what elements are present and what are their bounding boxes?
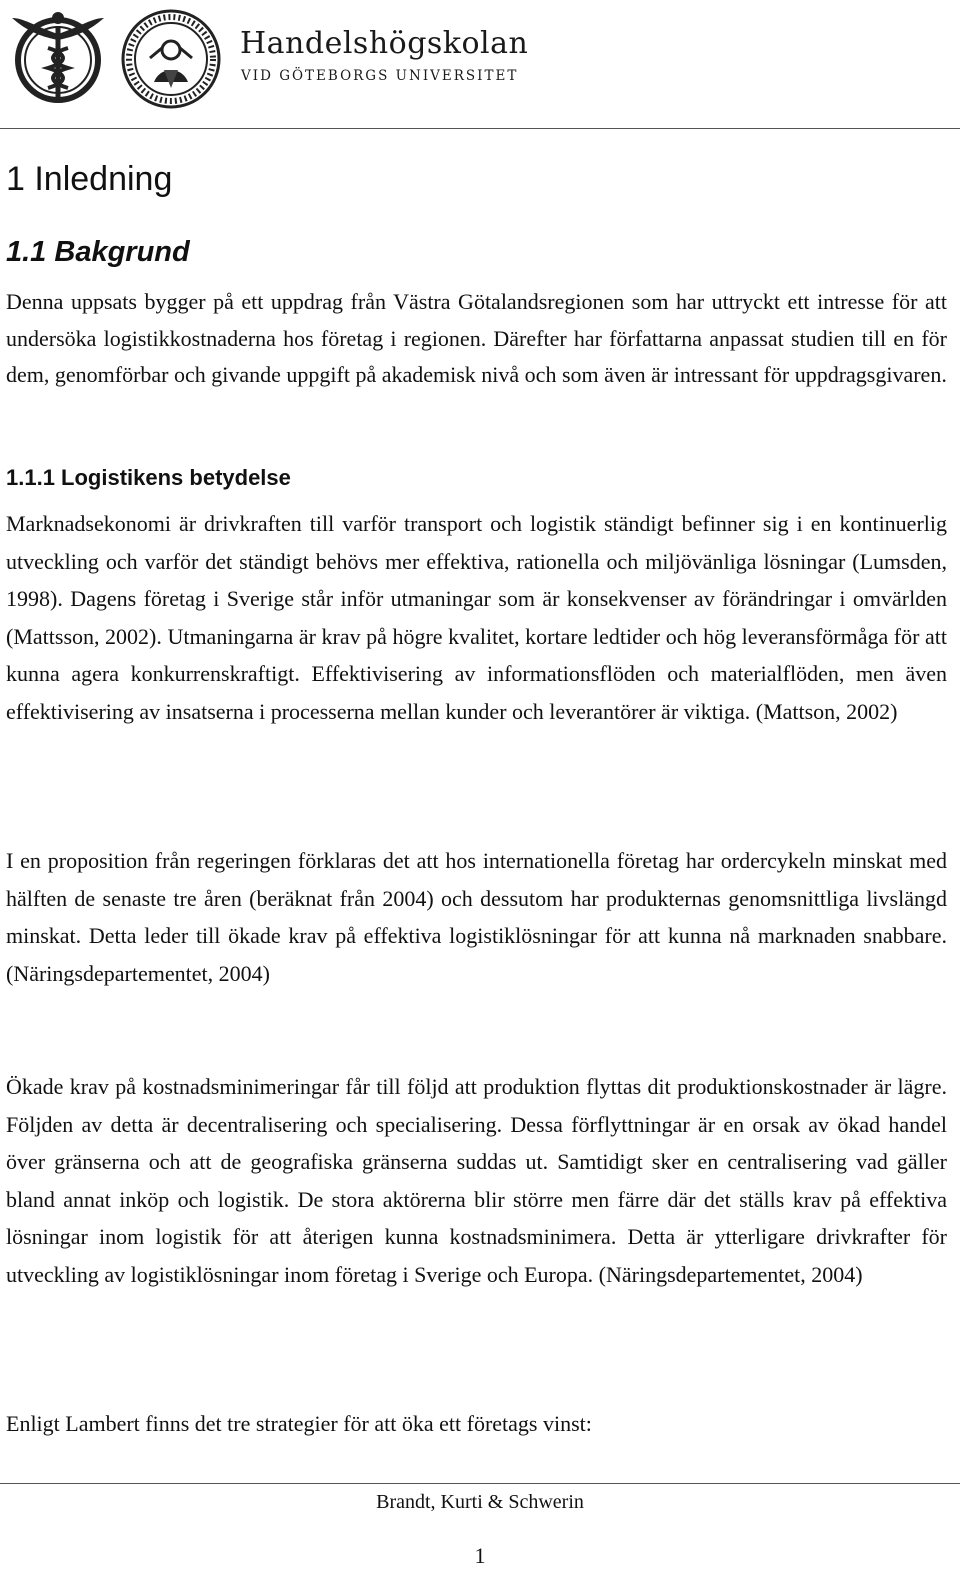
- page-header: [0, 0, 960, 132]
- paragraph-lambert-strategies: Enligt Lambert finns det tre strategier för att öka ett företags vinst:: [6, 1411, 592, 1436]
- caduceus-emblem-icon: [4, 4, 112, 112]
- subsection-heading: 1.1.1 Logistikens betydelse: [6, 465, 291, 490]
- paragraph-government-proposition: I en proposition från regeringen förklaras det att hos internationella företag har ordercykeln minskat med hälften de senaste tre åren (beräknat från 2004) och dessutom har produkternas genomsnittliga livslängd minskat. Detta leder till ökade krav på effektiva logistiklösningar för att kunna nå marknaden snabbare. (Näringsdepartementet, 2004): [6, 848, 947, 986]
- institution-name: Handelshögskolan: [240, 26, 529, 61]
- chapter-heading: 1 Inledning: [6, 160, 173, 198]
- university-seal-icon: [120, 8, 222, 110]
- institution-subtitle: VID GÖTEBORGS UNIVERSITET: [241, 68, 519, 84]
- page-number: 1: [474, 1543, 486, 1568]
- paragraph-logistics-importance: Marknadsekonomi är drivkraften till varför transport och logistik ständigt befinner sig i en kontinuerlig utveckling och varför det ständigt behövs mer effektiva, rationella och miljövänliga lösningar (Lumsden, 1998). Dagens företag i Sverige står inför utmaningar som är konsekvenser av förändringar i omvärlden (Mattsson, 2002). Utmaningarna är krav på högre kvalitet, kortare ledtider och hög leveransförmåga för att kunna agera konkurrenskraftigt. Effektivisering av informationsflöden och materialflöden, men även effektivisering av insatserna i processerna mellan kunder och leverantörer är viktiga. (Mattson, 2002): [6, 511, 947, 724]
- paragraph-background: Denna uppsats bygger på ett uppdrag från Västra Götalandsregionen som har uttryckt ett intresse för att undersöka logistikkostnaderna hos företag i regionen. Därefter har författarna anpassat studien till en för dem, genomförbar och givande uppgift på akademisk nivå och som även är intressant för uppdragsgivaren.: [6, 289, 947, 387]
- footer-authors: Brandt, Kurti & Schwerin: [376, 1491, 584, 1513]
- header-divider: [0, 128, 960, 129]
- paragraph-cost-minimization: Ökade krav på kostnadsminimeringar får till följd att produktion flyttas dit produktionskostnader är lägre. Följden av detta är decentralisering och specialisering. Dessa förflyttningar är en orsak av ökad handel över gränserna och att de geografiska gränserna suddas ut. Samtidigt sker en centralisering vad gäller bland annat inköp och logistik. De stora aktörerna blir större men färre där det ställs krav på effektiva lösningar inom logistik för att återigen kunna kostnadsminimera. Detta är ytterligare drivkrafter för utveckling av logistiklösningar inom företag i Sverige och Europa. (Näringsdepartementet, 2004): [6, 1074, 947, 1287]
- footer-divider: [0, 1483, 960, 1484]
- section-heading: 1.1 Bakgrund: [6, 236, 190, 268]
